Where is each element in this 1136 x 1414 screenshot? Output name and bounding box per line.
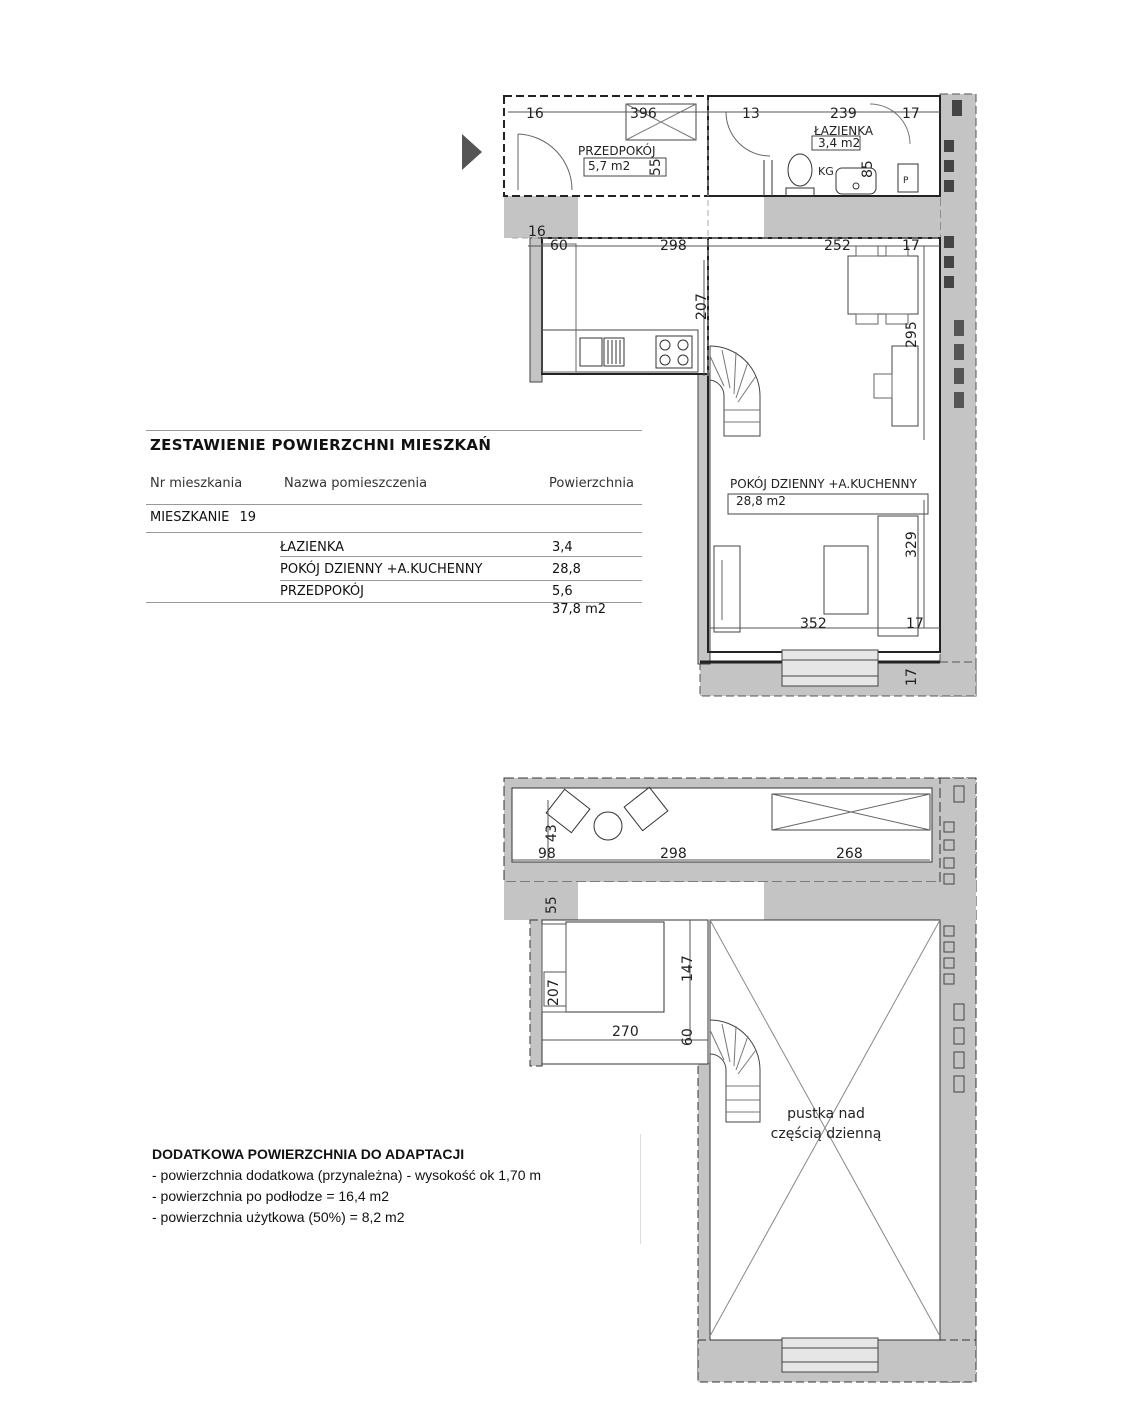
room-area: 5,6 (552, 584, 573, 599)
window-marker (954, 392, 964, 408)
dim-label: 270 (612, 1024, 639, 1040)
divider (146, 532, 642, 533)
entrance-arrow-icon (462, 134, 482, 170)
dim-label: 396 (630, 106, 657, 122)
divider (280, 580, 642, 581)
lower-window (782, 1338, 878, 1372)
dim-label: 298 (660, 238, 687, 254)
bed-icon (824, 546, 868, 614)
window-marker (944, 160, 954, 172)
hall-name-label: PRZEDPOKÓJ (578, 144, 656, 158)
extra-area-note (152, 1146, 632, 1228)
upper-floor-plan (462, 94, 976, 696)
divider (640, 1134, 641, 1244)
room-area: 3,4 (552, 540, 573, 555)
p-symbol-label: P (903, 176, 909, 186)
window-marker (944, 180, 954, 192)
divider (146, 430, 642, 431)
dim-label: 60 (550, 238, 568, 254)
dim-label: 207 (694, 293, 710, 320)
dim-label: 17 (904, 668, 920, 686)
extra-area-item: - powierzchnia dodatkowa (przynależna) - wysokość ok 1,70 m (152, 1167, 542, 1183)
dim-label: 252 (824, 238, 851, 254)
window-marker (954, 344, 964, 360)
upper-bath-wall (764, 196, 940, 238)
mezzanine-opening (578, 882, 764, 920)
dim-label: 98 (538, 846, 556, 862)
dim-label: 298 (660, 846, 687, 862)
dim-label: 60 (680, 1028, 696, 1046)
window-marker (952, 100, 962, 116)
window-marker (944, 140, 954, 152)
dim-label: 147 (680, 955, 696, 982)
window-marker (944, 256, 954, 268)
door-swing (518, 134, 572, 190)
dim-label: 207 (546, 979, 562, 1006)
bath-area-label: 3,4 m2 (818, 136, 861, 150)
room-name: ŁAZIENKA (280, 540, 345, 555)
divider (146, 504, 642, 505)
extra-area-item: - powierzchnia użytkowa (50%) = 8,2 m2 (152, 1209, 405, 1225)
drain-icon (853, 183, 859, 189)
lower-right-grey (940, 778, 976, 1382)
apartment-number: 19 (239, 510, 257, 525)
window-marker (954, 320, 964, 336)
void-label-line2: częścią dzienną (770, 1126, 882, 1142)
total-area: 37,8 m2 (552, 602, 607, 617)
attic-strip (512, 788, 932, 862)
dim-label: 85 (860, 160, 876, 178)
extra-area-item: - powierzchnia po podłodze = 16,4 m2 (152, 1188, 389, 1204)
upper-kitchen-outline (542, 238, 708, 374)
dim-label: 13 (742, 106, 760, 122)
col-header-nr: Nr mieszkania (150, 476, 243, 491)
tv-cabinet-icon (714, 546, 740, 632)
dim-label: 43 (544, 824, 560, 842)
window-marker (954, 368, 964, 384)
upper-dimension-lines (508, 112, 940, 628)
kitchen-upper-cabinet (542, 244, 576, 372)
dim-label: 17 (902, 106, 920, 122)
dim-label: 55 (544, 896, 560, 914)
dim-label: 17 (906, 616, 924, 632)
desk-icon (874, 346, 918, 426)
window-marker (944, 236, 954, 248)
dim-label: 268 (836, 846, 863, 862)
drainboard-icon (604, 338, 624, 366)
toilet-icon (788, 154, 812, 186)
dim-label: 17 (902, 238, 920, 254)
apartment-label-text: MIESZKANIE (150, 510, 230, 525)
bath-name-label: ŁAZIENKA (814, 124, 874, 138)
living-name-label: POKÓJ DZIENNY +A.KUCHENNY (730, 477, 917, 491)
room-name: POKÓJ DZIENNY +A.KUCHENNY (280, 562, 483, 577)
divider (280, 556, 642, 557)
summary-title: ZESTAWIENIE POWIERZCHNI MIESZKAŃ (150, 436, 492, 454)
dim-label: 16 (526, 106, 544, 122)
room-name: PRZEDPOKÓJ (280, 584, 364, 599)
extra-area-title: DODATKOWA POWIERZCHNIA DO ADAPTACJI (152, 1146, 465, 1162)
dim-label: 352 (800, 616, 827, 632)
upper-kitchen-left-wall (530, 238, 542, 382)
dim-label: 55 (648, 158, 664, 176)
void-label-line1: pustka nad (787, 1106, 865, 1122)
apartment-label (150, 510, 256, 525)
living-area-label: 28,8 m2 (736, 494, 786, 508)
dining-table-icon (848, 246, 918, 324)
dim-label: 16 (528, 224, 546, 240)
sink-icon (580, 338, 602, 366)
col-header-name: Nazwa pomieszczenia (284, 476, 428, 491)
lower-left-grey (530, 920, 542, 1066)
room-area: 28,8 (552, 562, 581, 577)
balcony-window (782, 650, 878, 686)
toilet-tank (786, 188, 814, 196)
hall-area-label: 5,7 m2 (588, 159, 631, 173)
kg-symbol-label: KG (818, 165, 834, 178)
dim-label: 329 (904, 531, 920, 558)
dim-label: 239 (830, 106, 857, 122)
lower-floor-plan (504, 778, 976, 1382)
col-header-area: Powierzchnia (549, 476, 634, 491)
window-marker (944, 276, 954, 288)
lower-stair-grey (698, 1062, 710, 1380)
dim-label: 295 (904, 321, 920, 348)
spiral-stair-upper (710, 346, 760, 436)
cooktop-icon (656, 336, 692, 368)
